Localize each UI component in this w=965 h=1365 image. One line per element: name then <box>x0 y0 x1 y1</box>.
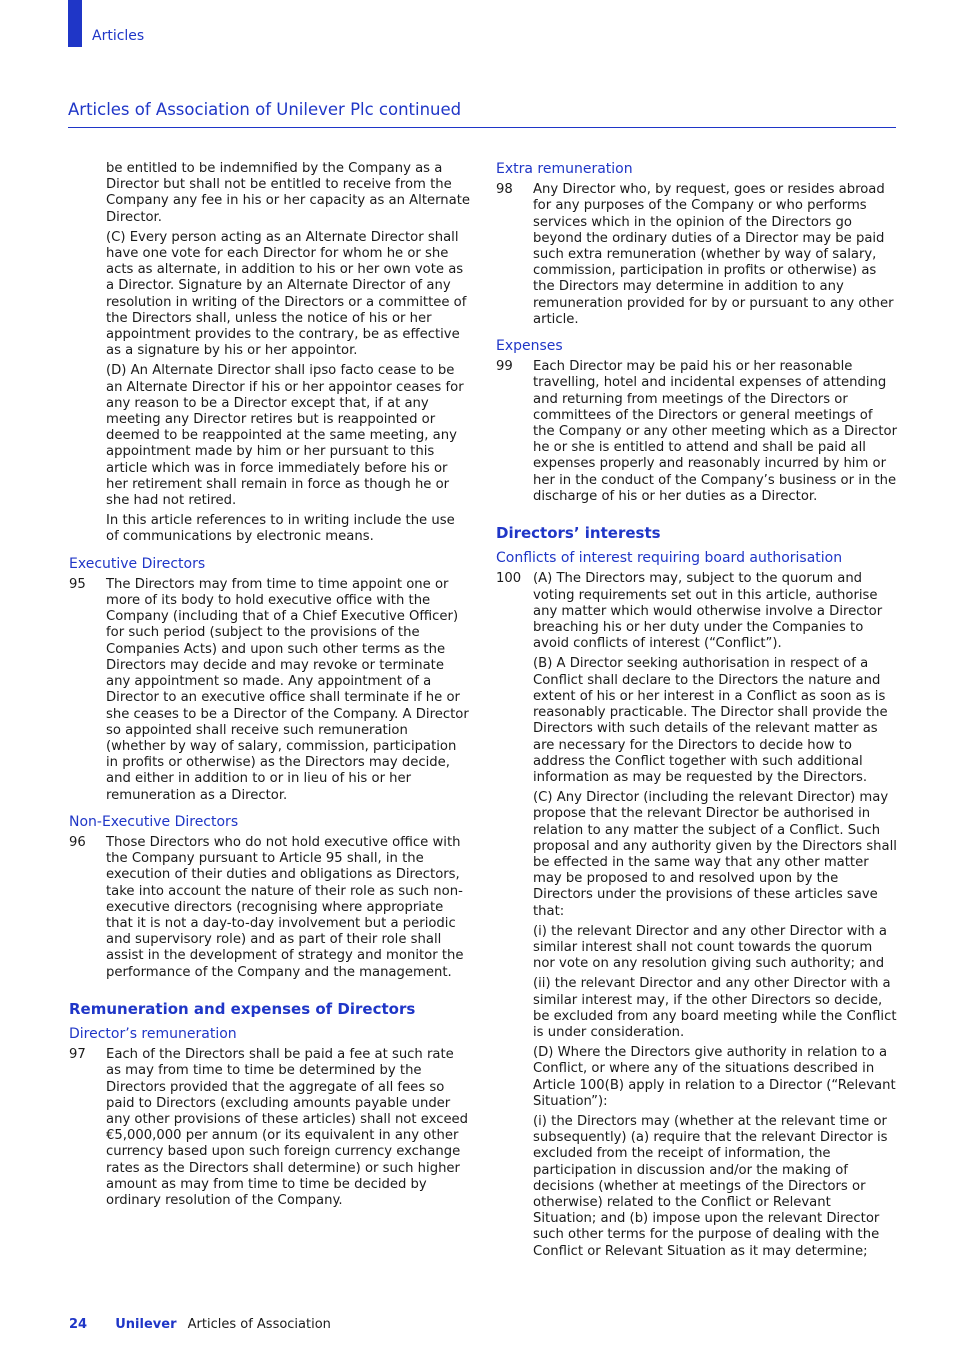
article-number: 97 <box>69 1047 86 1063</box>
page-footer <box>69 1317 331 1332</box>
left-column <box>69 161 471 1213</box>
section-tab-marker <box>68 0 82 47</box>
expenses-heading: Expenses <box>496 338 563 355</box>
article-100 <box>496 571 898 652</box>
title-divider <box>68 127 896 128</box>
extra-remuneration-heading: Extra remuneration <box>496 161 633 177</box>
brand-name: Unilever <box>115 1317 177 1332</box>
remuneration-section-heading: Remuneration and expenses of Directors <box>69 999 416 1018</box>
article-96 <box>69 835 471 981</box>
article-text: (A) The Directors may, subject to the quorum and voting requirements set out in this article, authorise any matter which would otherwise involve a Director breaching his or her duty under the Companies to avoid conflicts of interest (“Conflict”). <box>533 571 883 652</box>
article-95 <box>69 577 471 804</box>
executive-directors-heading: Executive Directors <box>69 555 206 572</box>
article-number: 96 <box>69 834 86 850</box>
article-number: 95 <box>69 576 86 592</box>
article-98 <box>496 182 898 328</box>
page-title: Articles of Association of Unilever Plc continued <box>68 100 462 119</box>
article-100-clause-c: (C) Any Director (including the relevant Director) may propose that the relevant Director be authorised in relation to any matter the subject of a Conflict. Such proposal and any authority given by the Directors shall be effected in the same way that any other matter may be proposed to and resolved upon by the Directors under the provisions of these articles save that: <box>533 790 897 919</box>
article-text: Any Director who, by request, goes or resides abroad for any purposes of the Company or who performs services which in the opinion of the Directors go beyond the ordinary duties of a Director may be paid such extra remuneration (whether by way of salary, commission, participation in profits or otherwise) as the Directors may determine in addition to any remuneration provided for by or pursuant to any other article. <box>533 182 894 327</box>
article-100-clause-c-ii: (ii) the relevant Director and any other Director with a similar interest may, if the other Directors so decide, be excluded from any board meeting while the Conflict is under consideration. <box>533 976 897 1040</box>
alternate-note: In this article references to in writing include the use of communications by electronic means. <box>106 513 455 545</box>
article-97 <box>69 1047 471 1209</box>
article-100-clause-c-i: (i) the relevant Director and any other Director with a similar interest shall not count towards the quorum nor vote on any resolution giving such authority; and <box>533 923 887 972</box>
document-title: Articles of Association <box>187 1317 331 1332</box>
article-text: Those Directors who do not hold executive office with the Company pursuant to Article 95 shall, in the execution of their duties and obligations as Directors, take into account the nature of their role as such non-executive directors (recognising where appropriate that it is not a day-to-day involvement but a periodic and supervisory role) and as part of their role shall assist in the development of strategy and monitor the performance of the Company and the management. <box>106 834 464 980</box>
alternate-clause-c: (C) Every person acting as an Alternate Director shall have one vote for each Director for whom he or she acts as alternate, in addition to his or her own vote as a Director. Signature by an Alternate Director of any resolution in writing of the Directors or a committee of the Directors shall, unless the notice of his or her appointment provides to the contrary, be as effective as a signature by his or her appointor. <box>106 229 467 359</box>
conflicts-heading: Conflicts of interest requiring board authorisation <box>496 550 843 567</box>
article-text: Each Director may be paid his or her reasonable travelling, hotel and incidental expenses of attending and returning from meetings of the Directors or committees of the Directors or general meetings of the Company or any other meeting which as a Director he or she is entitled to attend and shall be paid all expenses properly and reasonably incurred by him or her in the conduct of the Company’s business or in the discharge of his or her duties as a Director. <box>533 359 898 504</box>
article-text: The Directors may from time to time appoint one or more of its body to hold executive office with the Company (including that of a Chief Executive Officer) for such period (subject to the provisions of the Companies Acts) and upon such other terms as the Directors may decide and may revoke or terminate any appointment so made. Any appointment of a Director to an executive office shall terminate if he or she ceases to be a Director of the Company. A Director so appointed shall receive such remuneration (whether by way of salary, commission, participation in profits or otherwise) as the Directors may decide, and either in addition to or in lieu of his or her remuneration as a Director. <box>106 576 469 803</box>
alternate-clause-d: (D) An Alternate Director shall ipso facto cease to be an Alternate Director if his or her appointor ceases for any reason to be a Director except that, if at any meeting any Director retires but is reappointed or deemed to be reappointed at the same meeting, any appointment made by him or her pursuant to this article which was in force immediately before his or her retirement shall remain in force as though he or she had not retired. <box>106 363 464 509</box>
article-100-clause-d: (D) Where the Directors give authority in relation to a Conflict, or where any of the situations described in Article 100(B) apply in relation to a Director (“Relevant Situation”): <box>533 1045 896 1109</box>
article-number: 100 <box>496 571 522 587</box>
page-number: 24 <box>69 1317 88 1332</box>
alternate-continued-paragraph: be entitled to be indemnified by the Company as a Director but shall not be entitled to receive from the Company any fee in his or her capacity as an Alternate Director. <box>106 161 471 225</box>
section-label: Articles <box>92 28 145 44</box>
right-column <box>496 161 898 1264</box>
non-executive-directors-heading: Non-Executive Directors <box>69 813 239 830</box>
article-99 <box>496 359 898 505</box>
directors-interests-heading: Directors’ interests <box>496 524 661 543</box>
article-100-clause-d-i: (i) the Directors may (whether at the relevant time or subsequently) (a) require that the relevant Director is excluded from the receipt of information, the participation in discussion and/or the making of decisions (whether at meetings of the Directors or otherwise) related to the Conflict or Relevant Situation; and (b) impose upon the relevant Director such other terms for the purpose of dealing with the Conflict or Relevant Situation as it may determine; <box>533 1113 888 1259</box>
article-100-clause-b: (B) A Director seeking authorisation in respect of a Conflict shall declare to the Directors the nature and extent of his or her interest in a Conflict as soon as is reasonably practicable. The Director shall provide the Directors with such details of the relevant matter as are necessary for the Directors to decide how to address the Conflict together with such additional information as may be requested by the Directors. <box>533 656 888 785</box>
director-remuneration-heading: Director’s remuneration <box>69 1025 237 1042</box>
article-number: 98 <box>496 182 513 198</box>
article-text: Each of the Directors shall be paid a fee at such rate as may from time to time be determined by the Directors provided that the aggregate of all fees so paid to Directors (excluding amounts payable under any other provisions of these articles) shall not exceed €5,000,000 per annum (or its equivalent in any other currency based upon such foreign currency exchange rates as the Directors shall determine) or such higher amount as may from time to time be decided by ordinary resolution of the Company. <box>106 1047 469 1208</box>
article-number: 99 <box>496 359 513 375</box>
